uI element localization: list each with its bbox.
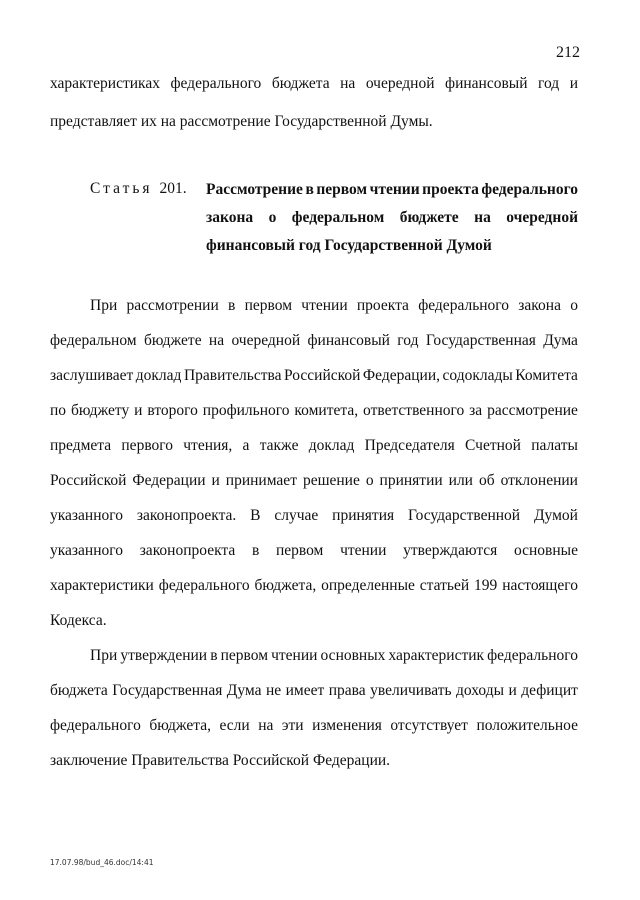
p1-line-7: указанного законопроекта. В случае принятия Государственной Думой [50, 507, 578, 524]
p2-line-3: федерального бюджета, если на эти изменения отсутствует положительное [50, 717, 578, 734]
p1-line-9: характеристики федерального бюджета, определенные статьей 199 настоящего [50, 577, 578, 594]
intro-line-1: характеристиках федерального бюджета на очередной финансовый год и [50, 75, 578, 92]
p1-line-5: предмета первого чтения, а также доклад Председателя Счетной палаты [50, 437, 578, 454]
intro-line-2: представляет их на рассмотрение Государственной Думы. [50, 113, 433, 130]
article-number: 201. [159, 180, 187, 197]
p2-line-1: При утверждении в первом чтении основных характеристик федерального [90, 647, 578, 664]
p1-line-10: Кодекса. [50, 612, 107, 629]
article-title-line-1: Рассмотрение в первом чтении проекта федерального [206, 181, 578, 198]
footer-file-info: 17.07.98/bud_46.doc/14:41 [50, 858, 154, 867]
article-title-line-3: финансовый год Государственной Думой [206, 237, 492, 254]
p2-line-4: заключение Правительства Российской Федерации. [50, 752, 391, 769]
p1-line-6: Российской Федерации и принимает решение о принятии или об отклонении [50, 472, 578, 489]
p1-line-1: При рассмотрении в первом чтении проекта федерального закона о [90, 297, 578, 314]
page-number: 212 [556, 44, 580, 61]
p1-line-2: федеральном бюджете на очередной финансовый год Государственная Дума [50, 332, 578, 349]
p2-line-2: бюджета Государственная Дума не имеет права увеличивать доходы и дефицит [50, 682, 578, 699]
article-label [90, 180, 187, 198]
article-title-line-2: закона о федеральном бюджете на очередной [206, 209, 578, 226]
p1-line-3: заслушивает доклад Правительства Российской Федерации, содоклады Комитета [50, 367, 578, 384]
article-label-text: Статья [90, 180, 153, 197]
p1-line-8: указанного законопроекта в первом чтении утверждаются основные [50, 542, 578, 559]
p1-line-4: по бюджету и второго профильного комитета, ответственного за рассмотрение [50, 402, 578, 419]
